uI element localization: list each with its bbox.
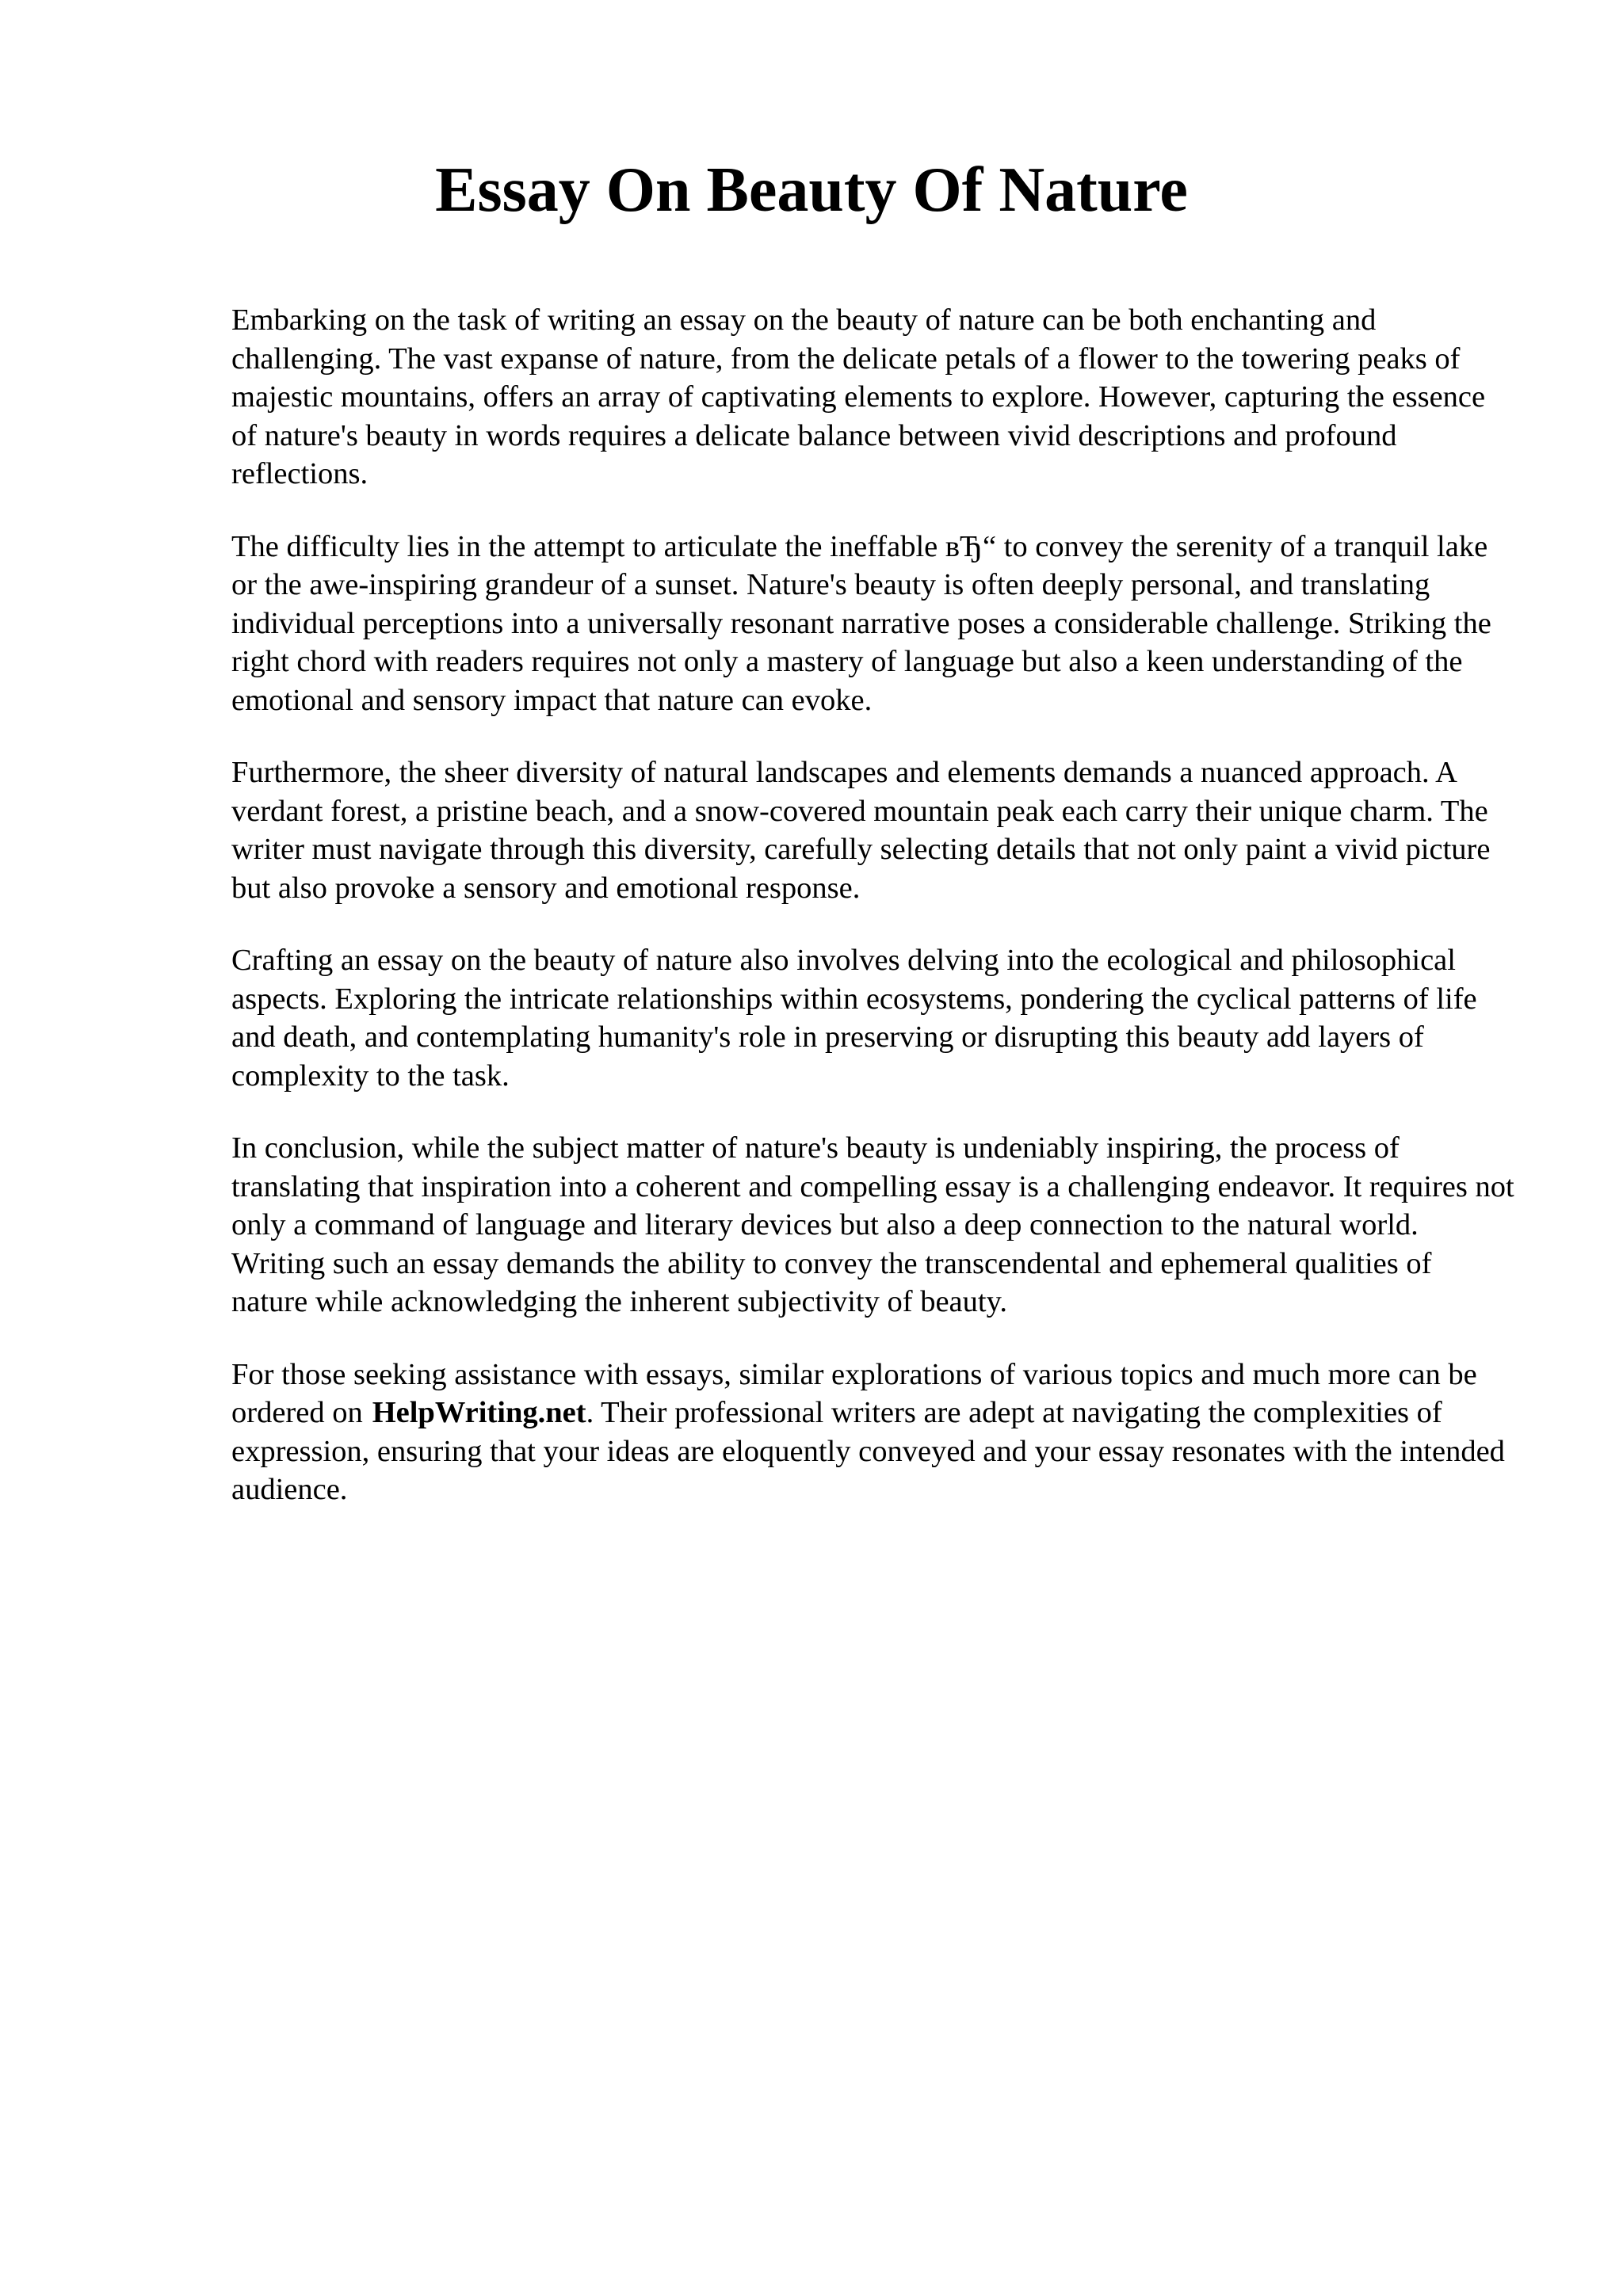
page-title: Essay On Beauty Of Nature xyxy=(435,155,1188,225)
paragraph-3: Furthermore, the sheer diversity of natural landscapes and elements demands a nuanced approach. A verdant forest, a pristine beach, and a snow-covered mountain peak each carry their unique charm. The writer must navigate through this diversity, carefully selecting details that not only paint a vivid picture but also provoke a sensory and emotional response. xyxy=(231,756,1491,905)
closing-paragraph xyxy=(231,1356,1515,1509)
closing-text-before-link: For those seeking assistance with essays, similar explorations of various topics and much more can be ordered on xyxy=(231,1357,1477,1429)
essay-body xyxy=(231,301,1515,1543)
paragraph-5: In conclusion, while the subject matter of nature's beauty is undeniably inspiring, the process of translating that inspiration into a coherent and compelling essay is a challenging endeavor. It requires not only a command of language and literary devices but also a deep connection to the natural world. Writing such an essay demands the ability to convey the transcendental and ephemeral qualities of nature while acknowledging the inherent subjectivity of beauty. xyxy=(231,1131,1514,1318)
helpwriting-link[interactable]: HelpWriting.net xyxy=(372,1396,586,1429)
closing-text-after-link: . Their professional writers are adept at navigating the complexities of expression, ensuring that your ideas are eloquently conveyed and your essay resonates with the intended audience. xyxy=(231,1396,1505,1506)
paragraph-4: Crafting an essay on the beauty of nature also involves delving into the ecological and philosophical aspects. Exploring the intricate relationships within ecosystems, pondering the cyclical patterns of life and death, and contemplating humanity's role in preserving or disrupting this beauty add layers of complexity to the task. xyxy=(231,944,1477,1093)
paragraph-1: Embarking on the task of writing an essay on the beauty of nature can be both enchanting and challenging. The vast expanse of nature, from the delicate petals of a flower to the towering peaks of majestic mountains, offers an array of captivating elements to explore. However, capturing the essence of nature's beauty in words requires a delicate balance between vivid descriptions and profound reflections. xyxy=(231,303,1486,490)
paragraph-2: The difficulty lies in the attempt to articulate the ineffable вЂ“ to convey the serenity of a tranquil lake or the awe-inspiring grandeur of a sunset. Nature's beauty is often deeply personal, and translating individual perceptions into a universally resonant narrative poses a considerable challenge. Striking the right chord with readers requires not only a mastery of language but also a keen understanding of the emotional and sensory impact that nature can evoke. xyxy=(231,529,1491,717)
